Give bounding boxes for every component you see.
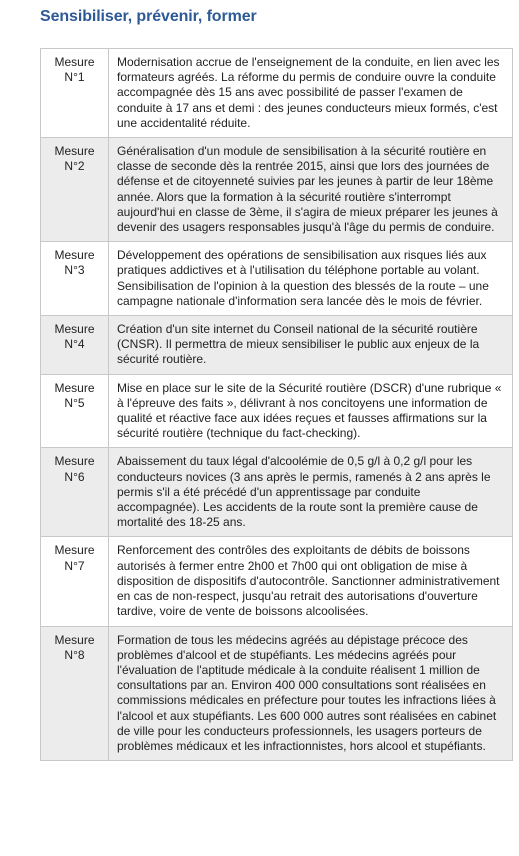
table-row [41,138,513,242]
measure-description-cell [109,374,513,448]
measure-description-cell [109,448,513,537]
measure-description: Renforcement des contrôles des exploitants de débits de boissons autorisés à fermer entre 2h00 et 7h00 qui ont obligation de mise à disposition de dispositifs d'autocontrôle. Sanctionner administrativement en cas de non-respect, jusqu'au retrait des autorisations d'ouverture tardive, voire de vente de boissons alcoolisées. [117,543,500,619]
measure-label: Mesure [54,144,95,159]
measure-label: Mesure [54,454,95,469]
measure-description: Développement des opérations de sensibilisation aux risques liés aux pratiques addictives et à l'utilisation du téléphone portable au volant. Sensibilisation de l'opinion à la question des blessés de la route – une campagne nationale d'information sera lancée dès le mois de février. [117,248,489,308]
measure-number-cell [41,374,109,448]
table-row [41,448,513,537]
measure-number-cell [41,49,109,138]
table-row [41,374,513,448]
measure-number: N°3 [64,263,85,278]
measure-number: N°6 [64,469,85,484]
measure-description-cell [109,537,513,626]
measure-description: Généralisation d'un module de sensibilisation à la sécurité routière en classe de seconde dès la rentrée 2015, ainsi que lors des journées de défense et de citoyenneté suivies par les jeunes à partir de leur 18ème année. Alors que la formation à la sécurité routière s'interrompt aujourd'hui en classe de 3ème, il s'agira de mieux préparer les jeunes à devenir des usagers responsables jusqu'à l'âge du permis de conduire. [117,144,498,235]
table-row [41,49,513,138]
measure-number-cell [41,537,109,626]
measure-description-cell [109,138,513,242]
measure-label: Mesure [54,55,95,69]
measure-description-cell [109,626,513,761]
measure-label: Mesure [54,322,95,337]
table-row [41,242,513,316]
measure-number-cell [41,448,109,537]
table-row [41,626,513,761]
measure-description: Formation de tous les médecins agréés au dépistage précoce des problèmes d'alcool et de stupéfiants. Les médecins agréés pour l'évaluation de l'aptitude médicale à la conduite réalisent 1 million de consultations par an. Environ 400 000 consultations sont réalisées en commissions médicales en préfecture pour toutes les infractions liées à l'alcool et aux stupéfiants. Les 600 000 autres sont réalisées en cabinet de ville pour les conducteurs professionnels, les usagers porteurs de problèmes médicaux et les infractionnistes, hors alcool et stupéfiants. [117,632,497,753]
measure-number: N°4 [64,337,85,352]
measure-label: Mesure [54,380,95,395]
measure-number-cell [41,138,109,242]
measures-table [40,48,513,761]
table-row [41,316,513,375]
measure-description-cell [109,316,513,375]
measure-label: Mesure [54,543,95,558]
measure-number: N°5 [64,395,85,410]
measure-description-cell [109,49,513,138]
measure-number: N°8 [64,647,85,662]
measure-number: N°2 [64,159,85,174]
measure-description: Abaissement du taux légal d'alcoolémie de 0,5 g/l à 0,2 g/l pour les conducteurs novices (3 ans après le permis, ramenés à 2 ans après le permis s'il a été précédé d'un apprentissage par conduite accompagnée). Les accidents de la route sont la première cause de mortalité des 18-25 ans. [117,454,491,530]
measure-description: Mise en place sur le site de la Sécurité routière (DSCR) d'une rubrique « à l'épreuve des faits », délivrant à nos concitoyens une information de qualité et réactive face aux idées reçues et fausses affirmations sur la sécurité routière (technique du fact-checking). [117,380,502,441]
section-title: Sensibiliser, prévenir, former [40,8,257,25]
measure-label: Mesure [54,632,95,647]
measure-number-cell [41,242,109,316]
measure-number-cell [41,316,109,375]
measures-table-body [41,49,513,761]
table-row [41,537,513,626]
measure-description: Création d'un site internet du Conseil national de la sécurité routière (CNSR). Il permettra de mieux sensibiliser le public aux enjeux de la sécurité routière. [117,322,480,367]
measure-number: N°7 [64,558,85,573]
measure-number: N°1 [64,70,85,85]
measure-description: Modernisation accrue de l'enseignement de la conduite, en lien avec les formateurs agréés. La réforme du permis de conduire ouvre la conduite accompagnée dès 15 ans avec possibilité de passer l'examen de conduite à 17 ans et demi : des jeunes conducteurs mieux formés, c'est une accidentalité réduite. [117,55,500,130]
measure-label: Mesure [54,248,95,263]
measure-description-cell [109,242,513,316]
measure-number-cell [41,626,109,761]
